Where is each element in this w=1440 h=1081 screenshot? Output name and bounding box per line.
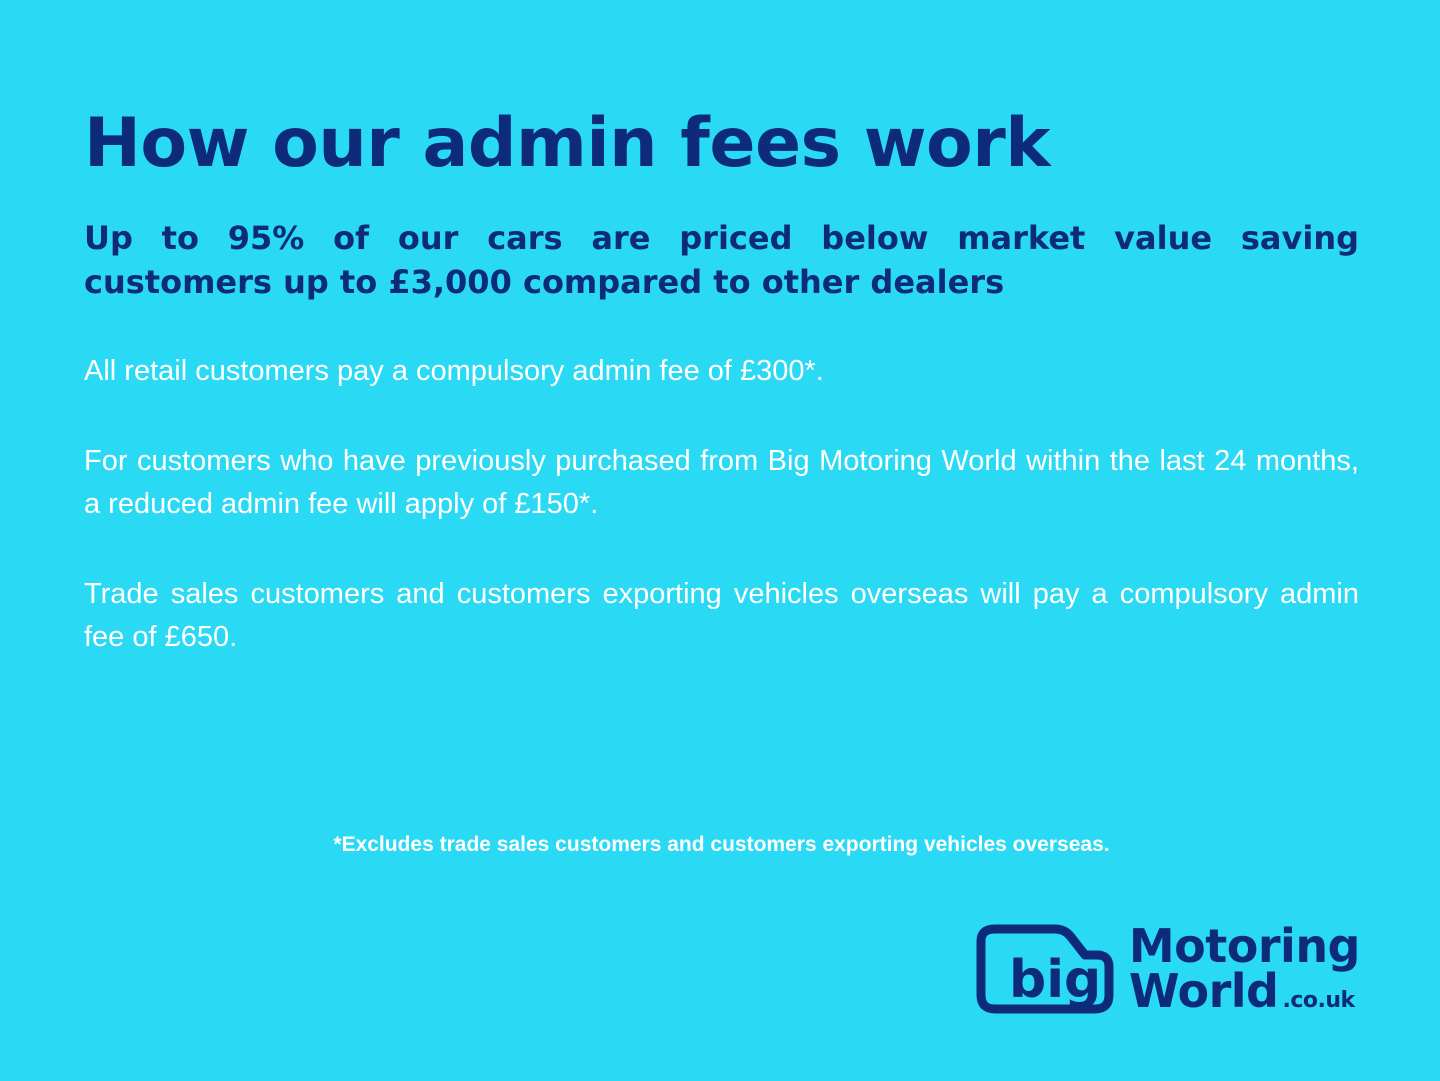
paragraph-returning-customer-fee: For customers who have previously purchased from Big Motoring World within the last 24 months, a reduced admin fee will apply of £150*.: [84, 444, 1359, 521]
brand-word-world: World: [1128, 964, 1279, 1018]
paragraph-trade-export-fee: Trade sales customers and customers exporting vehicles overseas will pay a compulsory admin fee of £650.: [84, 577, 1359, 654]
brand-logo: [969, 915, 1360, 1023]
brand-wordmark: [1128, 918, 1360, 1018]
big-wordmark-text: big: [1008, 950, 1102, 1010]
body-copy: [84, 304, 1359, 660]
subtitle-text: Up to 95% of our cars are priced below market value saving customers up to £3,000 compared to other dealers: [84, 219, 1359, 302]
brand-word-motoring: Motoring: [1128, 918, 1360, 973]
paragraph-retail-fee: All retail customers pay a compulsory admin fee of £300*.: [84, 355, 824, 388]
page-title: How our admin fees work: [84, 104, 1051, 183]
footnote-text: *Excludes trade sales customers and customers exporting vehicles overseas.: [333, 833, 1110, 856]
big-car-icon: [969, 915, 1119, 1023]
brand-tld: .co.uk: [1282, 988, 1355, 1013]
